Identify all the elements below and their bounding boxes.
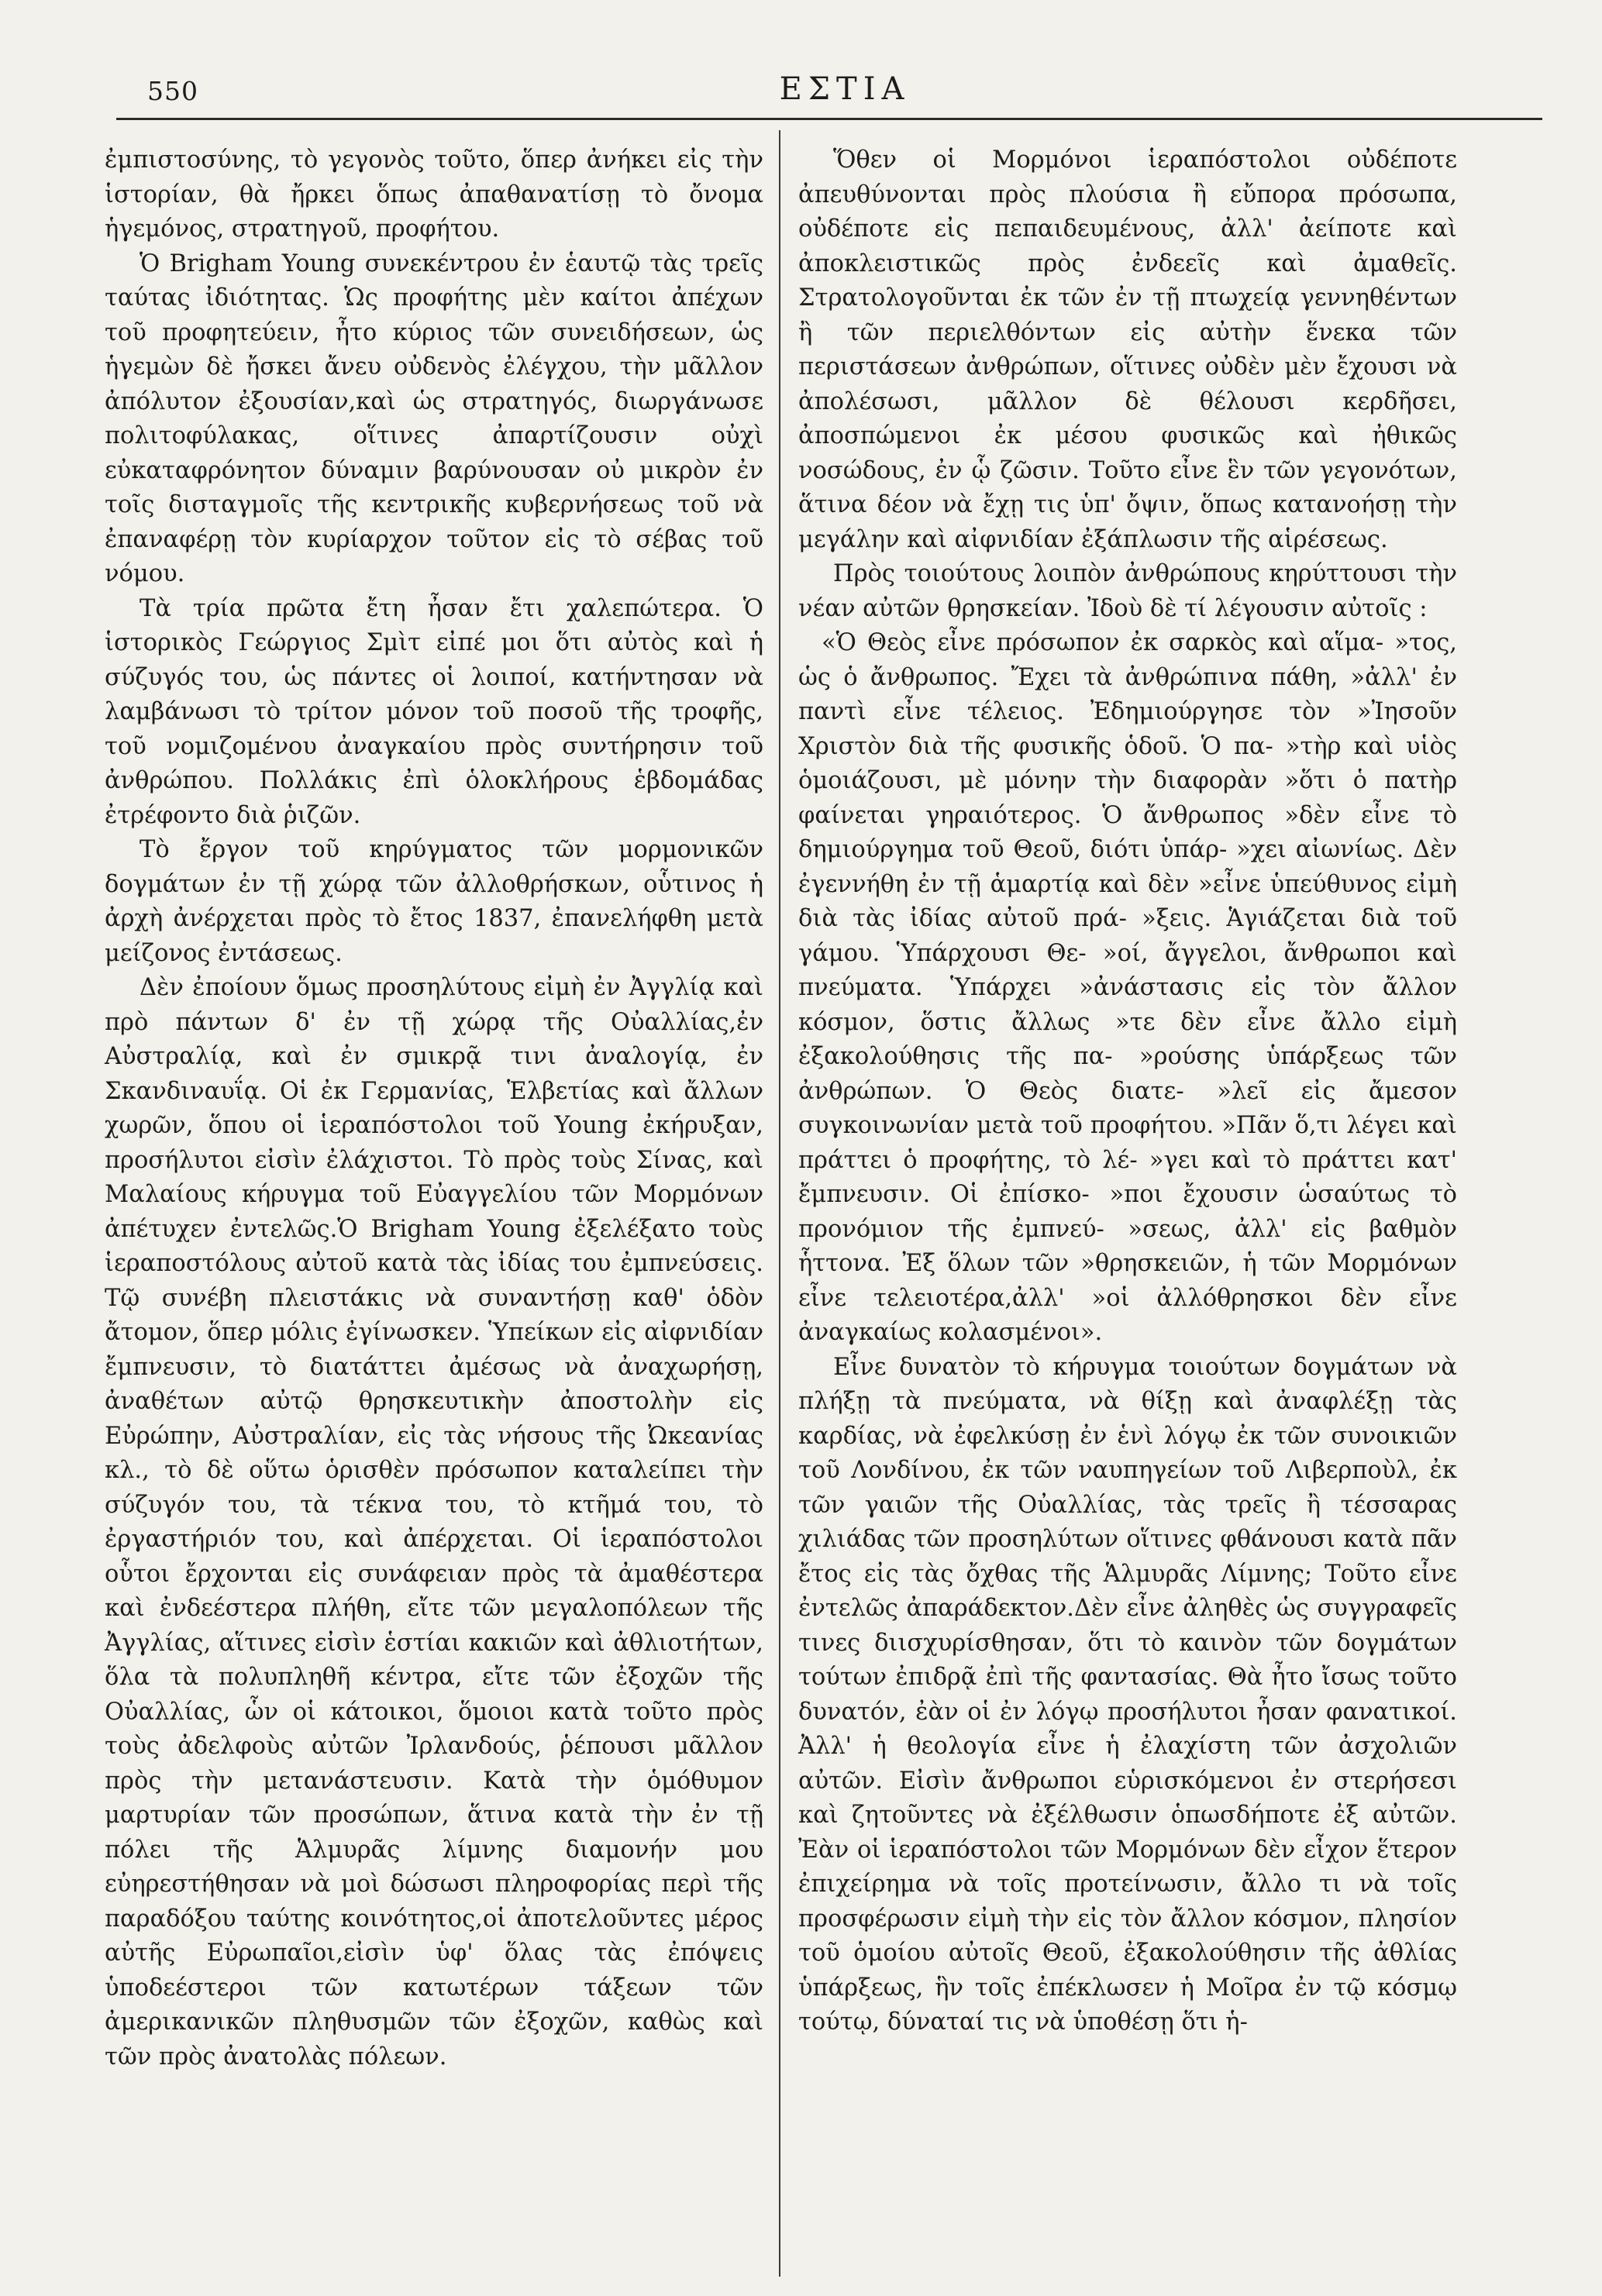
left-column bbox=[105, 143, 763, 2074]
paragraph: Ὅθεν οἱ Μορμόνοι ἱεραπόστολοι οὐδέποτε ἀπευθύνονται πρὸς πλούσια ἢ εὔπορα πρόσωπα, οὐδέποτε εἰς πεπαιδευμένους, ἀλλ' ἀείποτε καὶ ἀποκλειστικῶς πρὸς ἐνδεεῖς καὶ ἀμαθεῖς. Στρατολογοῦνται ἐκ τῶν ἐν τῇ πτωχείᾳ γεννηθέντων ἢ τῶν περιελθόντων εἰς αὐτὴν ἕνεκα τῶν περιστάσεων ἀνθρώπων, οἵτινες οὐδὲν μὲν ἔχουσι νὰ ἀπολέσωσι, μᾶλλον δὲ θέλουσι κερδῆσει, ἀποσπώμενοι ἐκ μέσου φυσικῶς καὶ ἠθικῶς νοσώδους, ἐν ᾧ ζῶσιν. Τοῦτο εἶνε ἓν τῶν γεγονότων, ἅτινα δέον νὰ ἔχῃ τις ὑπ' ὄψιν, ὅπως κατανοήσῃ τὴν μεγάλην καὶ αἰφνιδίαν ἐξάπλωσιν τῆς αἱρέσεως. bbox=[798, 146, 1457, 553]
paragraph: Ὁ Brigham Young συνεκέντρου ἐν ἑαυτῷ τὰς τρεῖς ταύτας ἰδιότητας. Ὡς προφήτης μὲν καίτοι ἀπέχων τοῦ προφητεύειν, ἦτο κύριος τῶν συνειδήσεων, ὡς ἡγεμὼν δὲ ἤσκει ἄνευ οὐδενὸς ἐλέγχου, τὴν μᾶλλον ἀπόλυτον ἐξουσίαν,καὶ ὡς στρατηγός, διωργάνωσε πολιτοφύλακας, οἵτινες ἀπαρτίζουσιν οὐχὶ εὐκαταφρόνητον δύναμιν βαρύνουσαν οὐ μικρὸν ἐν τοῖς δισταγμοῖς τῆς κεντρικῆς κυβερνήσεως τοῦ νὰ ἐπαναφέρῃ τὸν κυρίαρχον τοῦτον εἰς τὸ σέβας τοῦ νόμου. bbox=[105, 250, 763, 587]
paragraph: Τὰ τρία πρῶτα ἔτη ἦσαν ἔτι χαλεπώτερα. Ὁ ἱστορικὸς Γεώργιος Σμὶτ εἰπέ μοι ὅτι αὐτὸς καὶ ἡ σύζυγός του, ὡς πάντες οἱ λοιποί, κατήντησαν νὰ λαμβάνωσι τὸ τρίτον μόνον τοῦ ποσοῦ τῆς τροφῆς, τοῦ νομιζομένου ἀναγκαίου πρὸς συντήρησιν τοῦ ἀνθρώπου. Πολλάκις ἐπὶ ὁλοκλήρους ἑβδομάδας ἐτρέφοντο διὰ ῥιζῶν. bbox=[105, 594, 763, 829]
header-rule bbox=[116, 118, 1542, 120]
column-divider bbox=[779, 130, 780, 2277]
running-title: ΕΣΤΙΑ bbox=[779, 71, 911, 107]
page-header bbox=[116, 68, 1542, 122]
paragraph: ἐμπιστοσύνης, τὸ γεγονὸς τοῦτο, ὅπερ ἀνήκει εἰς τὴν ἱστορίαν, θὰ ἤρκει ὅπως ἀπαθανατίσῃ τὸ ὄνομα ἡγεμόνος, στρατηγοῦ, προφήτου. bbox=[105, 146, 763, 243]
paragraph: Εἶνε δυνατὸν τὸ κήρυγμα τοιούτων δογμάτων νὰ πλήξῃ τὰ πνεύματα, νὰ θίξῃ καὶ ἀναφλέξῃ τὰς καρδίας, νὰ ἐφελκύσῃ ἐν ἑνὶ λόγῳ ἐκ τῶν συνοικιῶν τοῦ Λονδίνου, ἐκ τῶν ναυπηγείων τοῦ Λιβερποὺλ, ἐκ τῶν γαιῶν τῆς Οὐαλλίας, τὰς τρεῖς ἢ τέσσαρας χιλιάδας τῶν προσηλύτων οἵτινες φθάνουσι κατὰ πᾶν ἔτος εἰς τὰς ὄχθας τῆς Ἁλμυρᾶς Λίμνης; Τοῦτο εἶνε ἐντελῶς ἀπαράδεκτον.Δὲν εἶνε ἀληθὲς ὡς συγγραφεῖς τινες διισχυρίσθησαν, ὅτι τὸ καινὸν τῶν δογμάτων τούτων ἐπιδρᾷ ἐπὶ τῆς φαντασίας. Θὰ ἦτο ἴσως τοῦτο δυνατόν, ἐὰν οἱ ἐν λόγῳ προσήλυτοι ἦσαν φανατικοί. Ἀλλ' ἡ θεολογία εἶνε ἡ ἐλαχίστη τῶν ἀσχολιῶν αὐτῶν. Εἰσὶν ἄνθρωποι εὑρισκόμενοι ἐν στερήσεσι καὶ ζητοῦντες νὰ ἐξέλθωσιν ὁπωσδήποτε ἐξ αὐτῶν. Ἐὰν οἱ ἱεραπόστολοι τῶν Μορμόνων δὲν εἶχον ἕτερον ἐπιχείρημα νὰ τοῖς προτείνωσιν, ἄλλο τι νὰ τοῖς προσφέρωσιν εἰμὴ τὴν εἰς τὸν ἄλλον κόσμον, πλησίον τοῦ ὁμοίου αὐτοῖς Θεοῦ, ἐξακολούθησιν τῆς ἀθλίας ὑπάρξεως, ἣν τοῖς ἐπέκλωσεν ἡ Μοῖρα ἐν τῷ κόσμῳ τούτῳ, δύναταί τις νὰ ὑποθέσῃ ὅτι ἡ- bbox=[798, 1353, 1457, 2036]
paragraph: Πρὸς τοιούτους λοιπὸν ἀνθρώπους κηρύττουσι τὴν νέαν αὐτῶν θρησκείαν. Ἰδοὺ δὲ τί λέγουσιν αὐτοῖς : bbox=[798, 560, 1457, 622]
page-number: 550 bbox=[147, 76, 198, 106]
paragraph: Δὲν ἐποίουν ὅμως προσηλύτους εἰμὴ ἐν Ἀγγλίᾳ καὶ πρὸ πάντων δ' ἐν τῇ χώρᾳ τῆς Οὐαλλίας,ἐν Αὐστραλίᾳ, καὶ ἐν σμικρᾷ τινι ἀναλογίᾳ, ἐν Σκανδιναυΐᾳ. Οἱ ἐκ Γερμανίας, Ἑλβετίας καὶ ἄλλων χωρῶν, ὅπου οἱ ἱεραπόστολοι τοῦ Young ἐκήρυξαν, προσήλυτοι εἰσὶν ἐλάχιστοι. Τὸ πρὸς τοὺς Σίνας, καὶ Μαλαίους κήρυγμα τοῦ Εὐαγγελίου τῶν Μορμόνων ἀπέτυχεν ἐντελῶς.Ὁ Brigham Young ἐξελέξατο τοὺς ἱεραποστόλους αὐτοῦ κατὰ τὰς ἰδίας του ἐμπνεύσεις. Τῷ συνέβη πλειστάκις νὰ συναντήσῃ καθ' ὁδὸν ἄτομον, ὅπερ μόλις ἐγίνωσκεν. Ὑπείκων εἰς αἰφνιδίαν ἔμπνευσιν, τὸ διατάττει ἀμέσως νὰ ἀναχωρήσῃ, ἀναθέτων αὐτῷ θρησκευτικὴν ἀποστολὴν εἰς Εὐρώπην, Αὐστραλίαν, εἰς τὰς νήσους τῆς Ὠκεανίας κλ., τὸ δὲ οὕτω ὁρισθὲν πρόσωπον καταλείπει τὴν σύζυγόν του, τὰ τέκνα του, τὸ κτῆμά του, τὸ ἐργαστήριόν του, καὶ ἀπέρχεται. Οἱ ἱεραπόστολοι οὗτοι ἔρχονται εἰς συνάφειαν πρὸς τὰ ἀμαθέστερα καὶ ἐνδεέστερα πλήθη, εἴτε τῶν μεγαλοπόλεων τῆς Ἀγγλίας, αἵτινες εἰσὶν ἑστίαι κακιῶν καὶ ἀθλιοτήτων, ὅλα τὰ πολυπληθῆ κέντρα, εἴτε τῶν ἐξοχῶν τῆς Οὐαλλίας, ὧν οἱ κάτοικοι, ὅμοιοι κατὰ τοῦτο πρὸς τοὺς ἀδελφοὺς αὐτῶν Ἰρλανδούς, ῥέπουσι μᾶλλον πρὸς τὴν μετανάστευσιν. Κατὰ τὴν ὁμόθυμον μαρτυρίαν τῶν προσώπων, ἅτινα κατὰ τὴν ἐν τῇ πόλει τῆς Ἁλμυρᾶς λίμνης διαμονήν μου εὐηρεστήθησαν νὰ μοὶ δώσωσι πληροφορίας περὶ τῆς παραδόξου ταύτης κοινότητος,οἱ ἀποτελοῦντες μέρος αὐτῆς Εὐρωπαῖοι,εἰσὶν ὑφ' ὅλας τὰς ἐπόψεις ὑποδεέστεροι τῶν κατωτέρων τάξεων τῶν ἀμερικανικῶν πληθυσμῶν τῶν ἐξοχῶν, καθὼς καὶ τῶν πρὸς ἀνατολὰς πόλεων. bbox=[105, 974, 763, 2071]
paragraph: Τὸ ἔργον τοῦ κηρύγματος τῶν μορμονικῶν δογμάτων ἐν τῇ χώρᾳ τῶν ἀλλοθρήσκων, οὗτινος ἡ ἀρχὴ ἀνέρχεται πρὸς τὸ ἔτος 1837, ἐπανελήφθη μετὰ μείζονος ἐντάσεως. bbox=[105, 836, 763, 967]
right-column bbox=[798, 143, 1457, 2040]
quoted-passage: «Ὁ Θεὸς εἶνε πρόσωπον ἐκ σαρκὸς καὶ αἵμα- »τος, ὡς ὁ ἄνθρωπος. Ἔχει τὰ ἀνθρώπινα πάθη, »ἀλλ' ἐν παντὶ εἶνε τέλειος. Ἐδημιούργησε τὸν »Ἰησοῦν Χριστὸν διὰ τῆς φυσικῆς ὁδοῦ. Ὁ πα- »τὴρ καὶ υἱὸς ὁμοιάζουσι, μὲ μόνην τὴν διαφορὰν »ὅτι ὁ πατὴρ φαίνεται γηραιότερος. Ὁ ἄνθρωπος »δὲν εἶνε τὸ δημιούργημα τοῦ Θεοῦ, διότι ὑπάρ- »χει αἰωνίως. Δὲν ἐγεννήθη ἐν τῇ ἁμαρτίᾳ καὶ δὲν »εἶνε ὑπεύθυνος εἰμὴ διὰ τὰς ἰδίας αὐτοῦ πρά- »ξεις. Ἁγιάζεται διὰ τοῦ γάμου. Ὑπάρχουσι Θε- »οί, ἄγγελοι, ἄνθρωποι καὶ πνεύματα. Ὑπάρχει »ἀνάστασις εἰς τὸν ἄλλον κόσμον, ὅστις ἄλλως »τε δὲν εἶνε ἄλλο εἰμὴ ἐξακολούθησις τῆς πα- »ρούσης ὑπάρξεως τῶν ἀνθρώπων. Ὁ Θεὸς διατε- »λεῖ εἰς ἄμεσον συγκοινωνίαν μετὰ τοῦ προφήτου. »Πᾶν ὅ,τι λέγει καὶ πράττει ὁ προφήτης, τὸ λέ- »γει καὶ τὸ πράττει κατ' ἔμπνευσιν. Οἱ ἐπίσκο- »ποι ἔχουσιν ὡσαύτως τὸ προνόμιον τῆς ἐμπνεύ- »σεως, ἀλλ' εἰς βαθμὸν ἧττονα. Ἐξ ὅλων τῶν »θρησκειῶν, ἡ τῶν Μορμόνων εἶνε τελειοτέρα,ἀλλ' »οἱ ἀλλόθρησκοι δὲν εἶνε ἀναγκαίως κολασμένοι». bbox=[798, 629, 1457, 1346]
